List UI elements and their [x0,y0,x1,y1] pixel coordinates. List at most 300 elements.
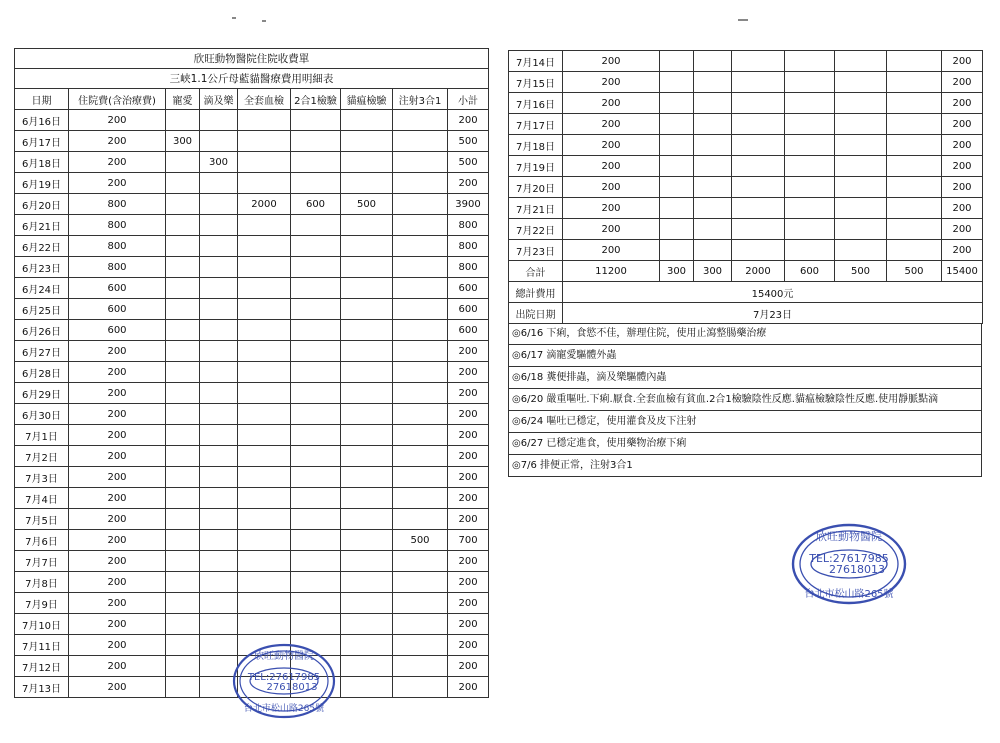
table-row [15,257,489,278]
cell-hospitalization-fee: 200 [69,488,166,509]
svg-text:27618013: 27618013 [829,563,885,576]
cell-revolution [166,530,200,551]
cell-2in1-test [291,320,341,341]
cell-blood-test [732,177,785,198]
cell-hospitalization-fee: 200 [563,219,660,240]
cell-2in1-test [291,593,341,614]
cell-subtotal: 200 [942,93,983,114]
cell-vaccine-3in1 [393,614,448,635]
total-drontal: 300 [694,261,732,282]
cell-date: 7月1日 [15,425,69,446]
cell-panleukopenia-test [835,177,887,198]
cell-revolution [660,72,694,93]
cell-2in1-test [785,219,835,240]
cell-2in1-test [291,509,341,530]
cell-subtotal: 200 [448,509,489,530]
table-row [15,530,489,551]
cell-blood-test [238,215,291,236]
cell-hospitalization-fee: 200 [69,383,166,404]
note-line: ◎6/18 糞便排蟲，滴及樂驅體內蟲 [508,367,982,389]
cell-vaccine-3in1 [393,341,448,362]
cell-blood-test [238,278,291,299]
cell-2in1-test [291,614,341,635]
cell-2in1-test [291,425,341,446]
cell-date: 6月26日 [15,320,69,341]
cell-hospitalization-fee: 200 [69,614,166,635]
cell-revolution [166,278,200,299]
cell-vaccine-3in1 [393,215,448,236]
cell-revolution [166,467,200,488]
cell-date: 7月17日 [509,114,563,135]
cell-drontal [200,320,238,341]
table-row [509,240,983,261]
cell-2in1-test [785,177,835,198]
cell-panleukopenia-test [341,509,393,530]
cell-panleukopenia-test [341,614,393,635]
cell-subtotal: 200 [448,635,489,656]
cell-date: 6月20日 [15,194,69,215]
cell-drontal [200,236,238,257]
cell-date: 7月6日 [15,530,69,551]
cell-drontal [200,551,238,572]
cell-date: 7月22日 [509,219,563,240]
table-row [15,614,489,635]
note-line: ◎6/20 嚴重嘔吐.下痢.厭食.全套血檢有貧血.2合1檢驗陰性反應.貓瘟檢驗陰性反應.使用靜脈點滴 [508,389,982,411]
cell-drontal [200,425,238,446]
cell-subtotal: 200 [448,173,489,194]
note-line: ◎6/16 下痢，食慾不佳，辦理住院，使用止瀉整腸藥治療 [508,323,982,345]
table-row [509,177,983,198]
cell-revolution [660,135,694,156]
discharge-value: 7月23日 [563,303,983,324]
cell-hospitalization-fee: 200 [69,572,166,593]
cell-revolution [166,593,200,614]
cell-drontal [200,614,238,635]
cell-revolution [166,341,200,362]
cell-2in1-test [291,530,341,551]
cell-subtotal: 200 [448,341,489,362]
cell-vaccine-3in1 [393,425,448,446]
cell-subtotal: 200 [448,677,489,698]
table-row [509,135,983,156]
cell-date: 7月11日 [15,635,69,656]
cell-blood-test [732,135,785,156]
cell-2in1-test [291,551,341,572]
cell-panleukopenia-test [341,404,393,425]
cell-blood-test [238,551,291,572]
cell-revolution [660,93,694,114]
cell-vaccine-3in1 [393,593,448,614]
cell-panleukopenia-test [341,236,393,257]
cell-date: 6月28日 [15,362,69,383]
cell-vaccine-3in1 [887,156,942,177]
total-fee-label: 總計費用 [509,282,563,303]
cell-panleukopenia-test [835,219,887,240]
scan-speck [232,17,236,19]
cell-vaccine-3in1 [393,194,448,215]
cell-subtotal: 200 [942,114,983,135]
cell-subtotal: 600 [448,299,489,320]
scan-speck [738,19,748,21]
cell-date: 6月16日 [15,110,69,131]
svg-text:TEL:27617985: TEL:27617985 [247,672,321,683]
cell-panleukopenia-test [341,656,393,677]
cell-2in1-test [291,341,341,362]
cell-subtotal: 200 [942,51,983,72]
cell-subtotal: 200 [448,404,489,425]
cell-2in1-test [291,236,341,257]
cell-hospitalization-fee: 200 [69,404,166,425]
cell-2in1-test [291,446,341,467]
cell-blood-test [238,173,291,194]
table-row [15,341,489,362]
cell-blood-test [732,93,785,114]
table-row [15,152,489,173]
cell-date: 7月16日 [509,93,563,114]
cell-vaccine-3in1 [393,488,448,509]
table-row [15,299,489,320]
table-row [15,467,489,488]
cell-panleukopenia-test [835,51,887,72]
cell-hospitalization-fee: 800 [69,257,166,278]
cell-hospitalization-fee: 200 [69,635,166,656]
cell-panleukopenia-test [341,551,393,572]
cell-2in1-test [785,93,835,114]
cell-blood-test [732,156,785,177]
svg-text:27618013: 27618013 [266,682,318,693]
cell-vaccine-3in1 [887,219,942,240]
cell-panleukopenia-test [341,488,393,509]
cell-drontal [200,383,238,404]
cell-hospitalization-fee: 200 [563,156,660,177]
cell-date: 7月2日 [15,446,69,467]
fee-table-left [14,48,489,698]
cell-panleukopenia-test [835,93,887,114]
table-row [15,362,489,383]
cell-panleukopenia-test [341,425,393,446]
cell-panleukopenia-test [341,110,393,131]
cell-blood-test [238,467,291,488]
cell-revolution [166,152,200,173]
table-row [509,93,983,114]
cell-blood-test [732,240,785,261]
cell-subtotal: 800 [448,236,489,257]
cell-drontal [694,198,732,219]
cell-vaccine-3in1 [393,278,448,299]
cell-revolution [166,635,200,656]
note-line: ◎7/6 排便正常，注射3合1 [508,455,982,477]
cell-drontal [200,593,238,614]
cell-drontal: 300 [200,152,238,173]
cell-date: 7月14日 [509,51,563,72]
cell-panleukopenia-test [835,198,887,219]
svg-text:台北市松山路265號: 台北市松山路265號 [804,589,894,600]
cell-date: 7月10日 [15,614,69,635]
cell-hospitalization-fee: 200 [69,551,166,572]
cell-panleukopenia-test [341,131,393,152]
cell-hospitalization-fee: 200 [563,177,660,198]
cell-date: 7月9日 [15,593,69,614]
cell-revolution [166,194,200,215]
cell-2in1-test [291,467,341,488]
cell-vaccine-3in1 [887,114,942,135]
note-line: ◎6/27 已穩定進食，使用藥物治療下痢 [508,433,982,455]
cell-hospitalization-fee: 200 [69,467,166,488]
cell-revolution [166,215,200,236]
cell-hospitalization-fee: 600 [69,320,166,341]
cell-2in1-test [785,72,835,93]
cell-vaccine-3in1 [887,51,942,72]
cell-2in1-test [291,404,341,425]
total-fee-value: 15400元 [563,282,983,303]
cell-panleukopenia-test [341,152,393,173]
cell-vaccine-3in1 [393,383,448,404]
cell-subtotal: 600 [448,278,489,299]
cell-hospitalization-fee: 200 [563,198,660,219]
table-row [509,72,983,93]
cell-2in1-test: 600 [291,194,341,215]
cell-subtotal: 200 [942,240,983,261]
cell-2in1-test [785,135,835,156]
cell-drontal [200,530,238,551]
cell-2in1-test [291,488,341,509]
table-row [15,551,489,572]
cell-vaccine-3in1 [887,240,942,261]
cell-hospitalization-fee: 800 [69,236,166,257]
cell-2in1-test [291,152,341,173]
column-header-row [15,89,489,110]
cell-hospitalization-fee: 200 [69,131,166,152]
column-header-revolution: 寵愛 [166,89,200,110]
cell-drontal [200,194,238,215]
cell-vaccine-3in1 [887,198,942,219]
cell-2in1-test [291,110,341,131]
cell-blood-test: 2000 [238,194,291,215]
cell-hospitalization-fee: 200 [563,240,660,261]
cell-revolution [166,236,200,257]
cell-drontal [200,467,238,488]
column-header-date: 日期 [15,89,69,110]
cell-drontal [200,173,238,194]
cell-panleukopenia-test [341,383,393,404]
cell-panleukopenia-test [341,173,393,194]
discharge-label: 出院日期 [509,303,563,324]
cell-revolution [166,656,200,677]
cell-hospitalization-fee: 200 [69,530,166,551]
cell-subtotal: 200 [448,383,489,404]
cell-date: 7月5日 [15,509,69,530]
total-revolution: 300 [660,261,694,282]
cell-hospitalization-fee: 200 [69,509,166,530]
cell-vaccine-3in1 [393,131,448,152]
cell-drontal [200,341,238,362]
cell-vaccine-3in1 [393,257,448,278]
cell-blood-test [238,614,291,635]
cell-revolution [166,383,200,404]
cell-subtotal: 200 [448,551,489,572]
cell-vaccine-3in1 [393,446,448,467]
cell-hospitalization-fee: 200 [563,114,660,135]
cell-vaccine-3in1 [393,572,448,593]
cell-drontal [200,131,238,152]
cell-revolution [166,614,200,635]
cell-drontal [200,362,238,383]
cell-date: 6月23日 [15,257,69,278]
document-subtitle: 三峡1.1公斤母藍貓醫療費用明細表 [15,69,489,89]
cell-panleukopenia-test [341,593,393,614]
cell-vaccine-3in1 [393,236,448,257]
cell-subtotal: 800 [448,257,489,278]
cell-panleukopenia-test [341,467,393,488]
cell-hospitalization-fee: 600 [69,278,166,299]
table-row [509,156,983,177]
scan-speck [262,20,266,22]
cell-hospitalization-fee: 200 [69,152,166,173]
cell-vaccine-3in1 [393,509,448,530]
cell-panleukopenia-test [341,635,393,656]
cell-drontal [694,219,732,240]
column-header-panleukopenia-test: 貓瘟檢驗 [341,89,393,110]
cell-hospitalization-fee: 800 [69,215,166,236]
cell-panleukopenia-test [341,278,393,299]
cell-subtotal: 200 [448,656,489,677]
cell-2in1-test [291,257,341,278]
cell-date: 7月18日 [509,135,563,156]
table-row [15,236,489,257]
cell-date: 7月4日 [15,488,69,509]
table-row [15,131,489,152]
cell-hospitalization-fee: 200 [69,362,166,383]
cell-drontal [694,177,732,198]
cell-revolution [660,156,694,177]
cell-blood-test [238,362,291,383]
cell-blood-test [238,152,291,173]
table-row [15,194,489,215]
cell-revolution [660,177,694,198]
cell-vaccine-3in1 [887,93,942,114]
cell-drontal [694,240,732,261]
cell-blood-test [238,572,291,593]
cell-vaccine-3in1 [393,152,448,173]
cell-blood-test [238,341,291,362]
total-fee-row [509,282,983,303]
discharge-row [509,303,983,324]
cell-vaccine-3in1: 500 [393,530,448,551]
cell-vaccine-3in1 [887,177,942,198]
cell-vaccine-3in1 [393,467,448,488]
cell-drontal [200,278,238,299]
cell-blood-test [238,110,291,131]
cell-drontal [694,51,732,72]
total-date: 合計 [509,261,563,282]
cell-blood-test [732,198,785,219]
total-panleukopenia-test: 500 [835,261,887,282]
cell-subtotal: 200 [448,362,489,383]
cell-date: 6月21日 [15,215,69,236]
cell-blood-test [238,404,291,425]
cell-date: 7月3日 [15,467,69,488]
cell-2in1-test [291,299,341,320]
cell-2in1-test [785,51,835,72]
table-row [15,173,489,194]
column-header-vaccine-3in1: 注射3合1 [393,89,448,110]
cell-2in1-test [291,572,341,593]
cell-blood-test [238,131,291,152]
cell-drontal [694,114,732,135]
cell-subtotal: 700 [448,530,489,551]
cell-2in1-test [291,362,341,383]
cell-2in1-test [291,131,341,152]
clinic-stamp-right [790,522,908,606]
cell-drontal [694,156,732,177]
cell-subtotal: 200 [448,488,489,509]
cell-panleukopenia-test [341,530,393,551]
cell-date: 7月21日 [509,198,563,219]
table-row [15,215,489,236]
cell-revolution [166,362,200,383]
cell-vaccine-3in1 [393,362,448,383]
table-row [15,320,489,341]
cell-blood-test [732,51,785,72]
cell-panleukopenia-test [341,362,393,383]
cell-subtotal: 200 [448,425,489,446]
cell-subtotal: 200 [942,156,983,177]
cell-date: 6月25日 [15,299,69,320]
cell-subtotal: 200 [448,614,489,635]
table-row [15,572,489,593]
cell-panleukopenia-test [341,215,393,236]
document-title: 欣旺動物醫院住院收費單 [15,49,489,69]
cell-subtotal: 200 [448,593,489,614]
cell-vaccine-3in1 [887,135,942,156]
cell-blood-test [238,488,291,509]
cell-panleukopenia-test: 500 [341,194,393,215]
table-row [15,425,489,446]
cell-panleukopenia-test [341,257,393,278]
cell-revolution [660,51,694,72]
column-header-hospitalization-fee: 住院費(含治療費) [69,89,166,110]
cell-blood-test [238,257,291,278]
cell-blood-test [238,425,291,446]
cell-vaccine-3in1 [393,656,448,677]
cell-hospitalization-fee: 200 [69,593,166,614]
cell-subtotal: 500 [448,131,489,152]
svg-text:欣旺動物醫院: 欣旺動物醫院 [816,530,882,543]
cell-2in1-test [291,215,341,236]
treatment-notes [508,323,982,477]
total-hospitalization-fee: 11200 [563,261,660,282]
cell-blood-test [238,593,291,614]
cell-subtotal: 200 [942,219,983,240]
cell-panleukopenia-test [835,72,887,93]
cell-blood-test [732,114,785,135]
cell-vaccine-3in1 [393,299,448,320]
cell-subtotal: 200 [942,135,983,156]
table-row [509,114,983,135]
cell-revolution [660,219,694,240]
cell-blood-test [238,446,291,467]
table-row [509,51,983,72]
cell-date: 7月20日 [509,177,563,198]
cell-subtotal: 500 [448,152,489,173]
cell-revolution [166,488,200,509]
cell-panleukopenia-test [835,114,887,135]
cell-drontal [200,299,238,320]
cell-revolution: 300 [166,131,200,152]
cell-date: 6月22日 [15,236,69,257]
cell-hospitalization-fee: 200 [69,173,166,194]
cell-revolution [166,551,200,572]
